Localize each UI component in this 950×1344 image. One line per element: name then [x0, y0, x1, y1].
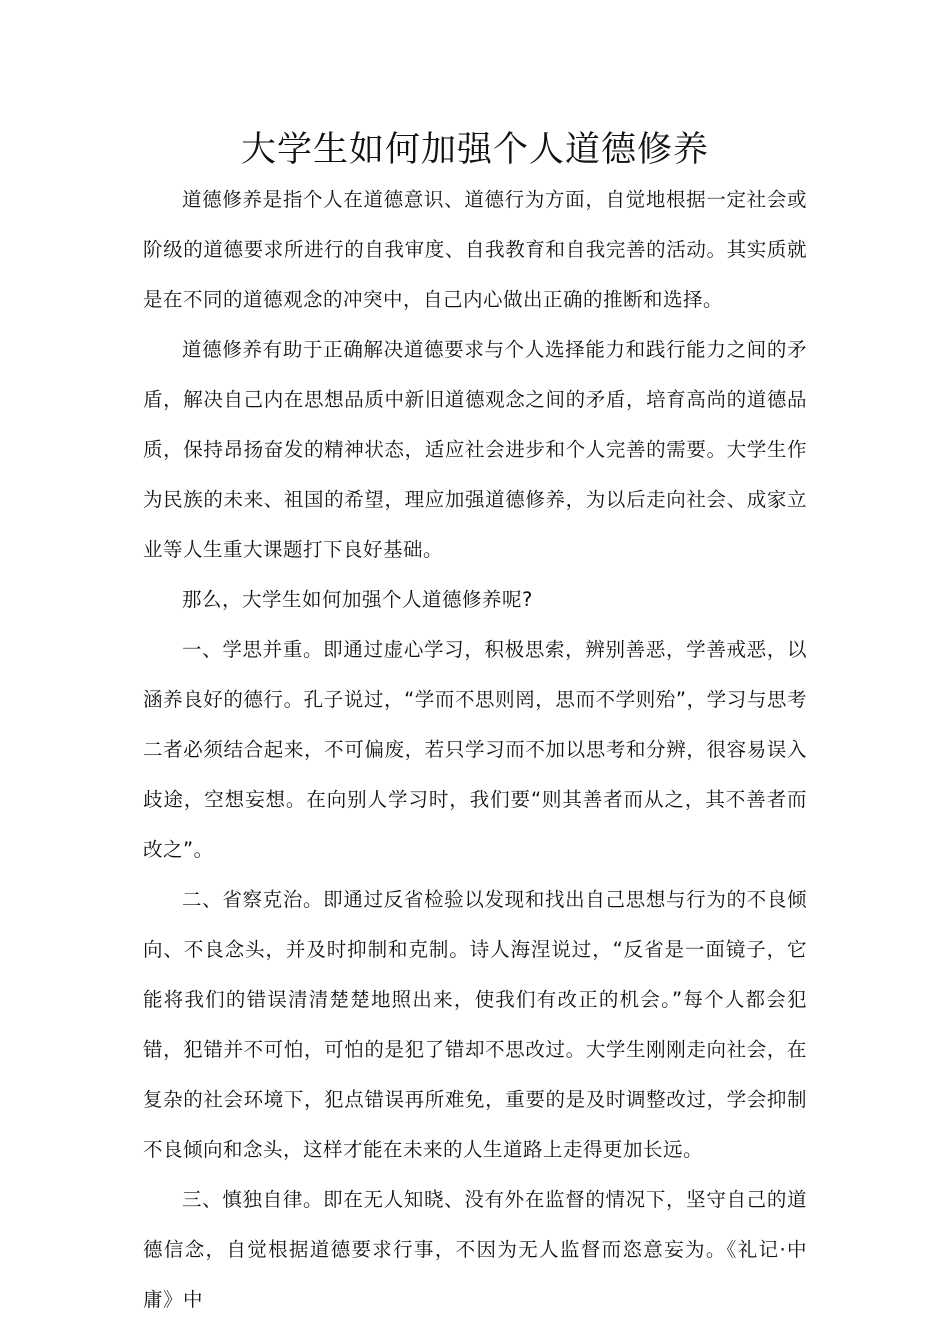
document-title: 大学生如何加强个人道德修养: [240, 130, 709, 170]
document-body: [143, 175, 807, 1325]
paragraph-question: 那么，大学生如何加强个人道德修养呢?: [182, 588, 533, 611]
paragraph-point-one: 一、学思并重。即通过虚心学习，积极思索，辨别善恶，学善戒恶，以涵养良好的德行。孔子说过，“学而不思则罔，思而不学则殆”，学习与思考二者必须结合起来，不可偏废，若只学习而不加以思考和分辨，很容易误入歧途，空想妄想。在向别人学习时，我们要“则其善者而从之，其不善者而改之”。: [143, 638, 807, 861]
paragraph-point-two: 二、省察克治。即通过反省检验以发现和找出自己思想与行为的不良倾向、不良念头，并及时抑制和克制。诗人海涅说过，“反省是一面镜子，它能将我们的错误清清楚楚地照出来，使我们有改正的机会。”每个人都会犯错，犯错并不可怕，可怕的是犯了错却不思改过。大学生刚刚走向社会，在复杂的社会环境下，犯点错误再所难免，重要的是及时调整改过，学会抑制不良倾向和念头，这样才能在未来的人生道路上走得更加长远。: [143, 888, 807, 1161]
paragraph-point-three: 三、慎独自律。即在无人知晓、没有外在监督的情况下，坚守自己的道德信念，自觉根据道德要求行事，不因为无人监督而恣意妄为。《礼记·中庸》中: [143, 1188, 807, 1311]
paragraph-significance: 道德修养有助于正确解决道德要求与个人选择能力和践行能力之间的矛盾，解决自己内在思想品质中新旧道德观念之间的矛盾，培育高尚的道德品质，保持昂扬奋发的精神状态，适应社会进步和个人完善的需要。大学生作为民族的未来、祖国的希望，理应加强道德修养，为以后走向社会、成家立业等人生重大课题打下良好基础。: [143, 338, 807, 561]
paragraph-definition: 道德修养是指个人在道德意识、道德行为方面，自觉地根据一定社会或阶级的道德要求所进行的自我审度、自我教育和自我完善的活动。其实质就是在不同的道德观念的冲突中，自己内心做出正确的推断和选择。: [143, 188, 807, 311]
